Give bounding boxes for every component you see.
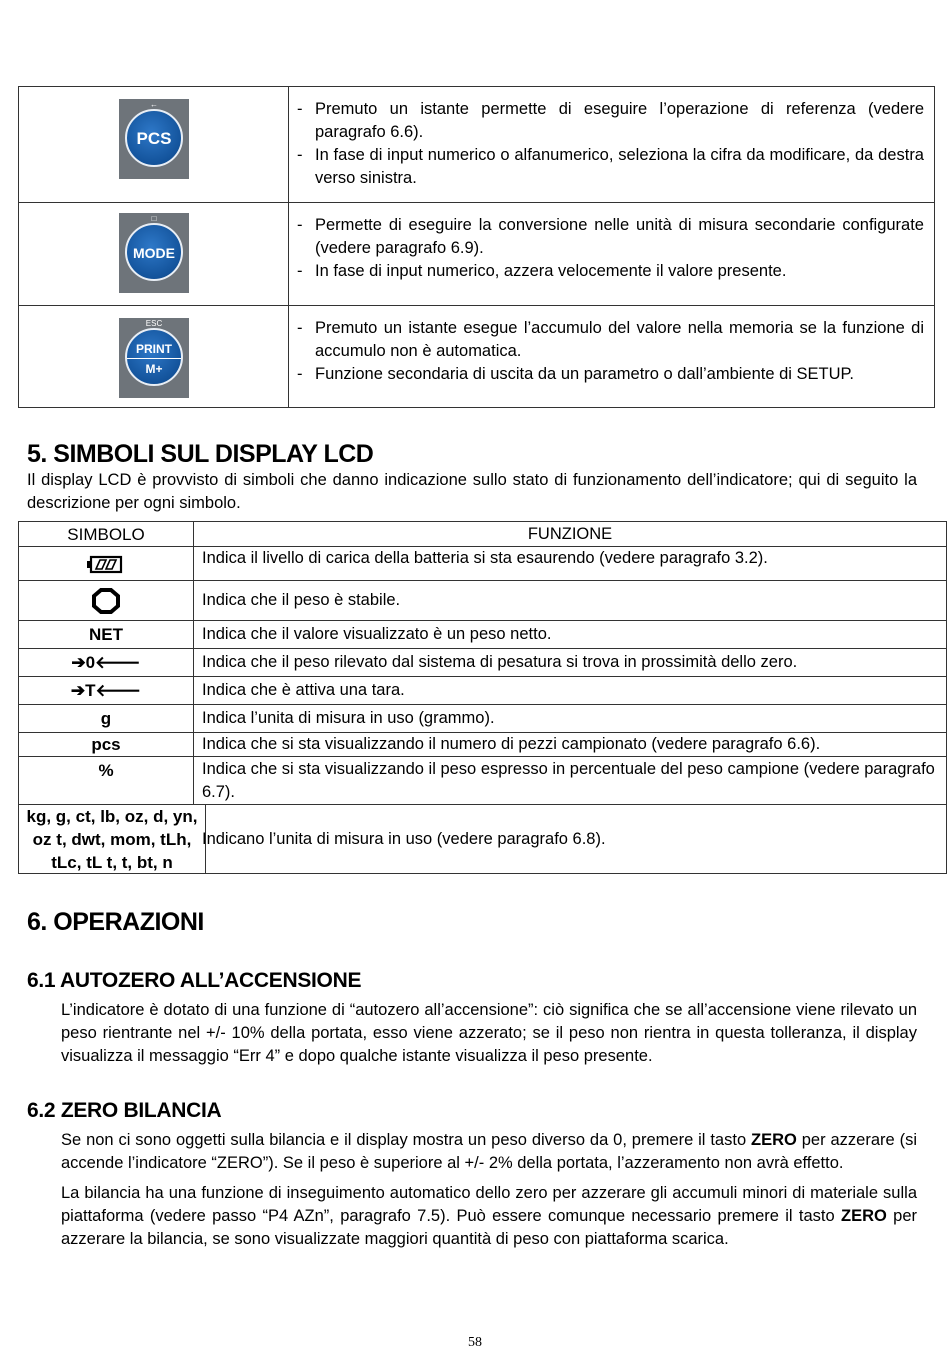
symbol-cell: ➔0🡐 (19, 649, 194, 676)
section-6-1-title: 6.1 AUTOZERO ALL’ACCENSIONE (27, 969, 362, 992)
key-description (297, 317, 924, 386)
section-6-2-title: 6.2 ZERO BILANCIA (27, 1099, 222, 1122)
header-simbolo: SIMBOLO (19, 522, 194, 546)
list-item: - In fase di input numerico, azzera velocemente il valore presente. (297, 262, 787, 280)
function-cell: Indica che si sta visualizzando il peso espresso in percentuale del peso campione (vedere paragrafo 6.7). (202, 759, 935, 801)
key-description (297, 98, 924, 190)
list-item: - Premuto un istante esegue l’accumulo del valore nella memoria se la funzione di accumulo non è automatica. (297, 319, 924, 360)
key-row-mode (19, 202, 934, 305)
page-number: 58 (468, 1335, 482, 1350)
section-5-intro: Il display LCD è provvisto di simboli che danno indicazione sullo stato di funzionamento dell’indicatore; qui di seguito la descrizione per ogni simbolo. (27, 471, 917, 512)
key-description (297, 214, 924, 283)
section-6-2-para-2: La bilancia ha una funzione di inseguimento automatico dello zero per azzerare gli accumuli minori di materiale sulla piattaforma (vedere passo “P4 AZn”, paragrafo 7.5). Può essere comunque necessario premere il tasto ZERO per azzerare la bilancia, se sono visualizzate maggiori quantità di peso con piattaforma scarica. (61, 1184, 917, 1248)
table-row (19, 546, 946, 580)
function-cell: Indica che il valore visualizzato è un peso netto. (202, 625, 552, 643)
table-row (19, 804, 946, 873)
mode-key-icon: □ MODE (119, 213, 189, 293)
table-row (19, 732, 946, 756)
keys-table (18, 86, 935, 408)
list-item: - Permette di eseguire la conversione nelle unità di misura secondarie configurate (vedere paragrafo 6.9). (297, 216, 924, 257)
symbols-table (18, 521, 947, 874)
table-row (19, 756, 946, 804)
symbol-cell (19, 547, 194, 580)
print-key-icon: ESC PRINT M+ (119, 318, 189, 398)
list-item: - Funzione secondaria di uscita da un parametro o dall’ambiente di SETUP. (297, 365, 855, 383)
symbol-cell (19, 581, 194, 620)
table-row (19, 704, 946, 732)
list-item: - In fase di input numerico o alfanumerico, seleziona la cifra da modificare, da destra verso sinistra. (297, 146, 924, 187)
symbol-cell: kg, g, ct, lb, oz, d, yn, oz t, dwt, mom, tLh, tLc, tL t, t, bt, n (19, 805, 206, 873)
symbol-cell: NET (19, 621, 194, 648)
table-row (19, 580, 946, 620)
header-funzione: FUNZIONE (527, 524, 613, 543)
section-5-title: 5. SIMBOLI SUL DISPLAY LCD (27, 440, 374, 468)
symbol-cell: g (19, 705, 194, 732)
function-cell: Indica che il peso rilevato dal sistema di pesatura si trova in prossimità dello zero. (202, 653, 798, 671)
stable-icon (92, 588, 120, 614)
symbol-cell: % (19, 757, 194, 804)
symbol-cell: ➔T🡐 (19, 677, 194, 704)
table-row (19, 620, 946, 648)
list-item: - Premuto un istante permette di eseguire l’operazione di referenza (vedere paragrafo 6.6). (297, 100, 924, 141)
battery-icon (85, 552, 127, 576)
section-6-2-para-1: Se non ci sono oggetti sulla bilancia e il display mostra un peso diverso da 0, premere il tasto ZERO per azzerare (si accende l’indicatore “ZERO”). Se il peso è superiore al +/- 2% della portata, l’azzeramento non avrà effetto. (61, 1131, 917, 1172)
section-6-title: 6. OPERAZIONI (27, 908, 204, 936)
function-cell: Indica che si sta visualizzando il numero di pezzi campionato (vedere paragrafo 6.6). (202, 735, 821, 753)
function-cell: Indica il livello di carica della batteria si sta esaurendo (vedere paragrafo 3.2). (202, 549, 768, 567)
table-row (19, 648, 946, 676)
section-6-1-text: L’indicatore è dotato di una funzione di “autozero all’accensione”: ciò significa che se all’accensione viene rilevato un peso rientrante nel +/- 10% della portata, esso viene azzerato; se il peso non rientra in questa tolleranza, il display visualizza il messaggio “Err 4” e dopo qualche istante visualizza il peso presente. (61, 1001, 917, 1065)
function-cell: Indica l’unita di misura in uso (grammo). (202, 709, 495, 727)
pcs-key-icon: ← PCS (119, 99, 189, 179)
key-row-pcs (19, 87, 934, 202)
symbol-cell: pcs (19, 733, 194, 756)
function-cell: Indica che il peso è stabile. (202, 591, 401, 609)
function-cell: Indica che è attiva una tara. (202, 681, 405, 699)
table-row (19, 676, 946, 704)
table-header (19, 522, 946, 546)
key-row-print (19, 305, 934, 407)
function-cell: Indicano l’unita di misura in uso (vedere paragrafo 6.8). (202, 829, 606, 848)
